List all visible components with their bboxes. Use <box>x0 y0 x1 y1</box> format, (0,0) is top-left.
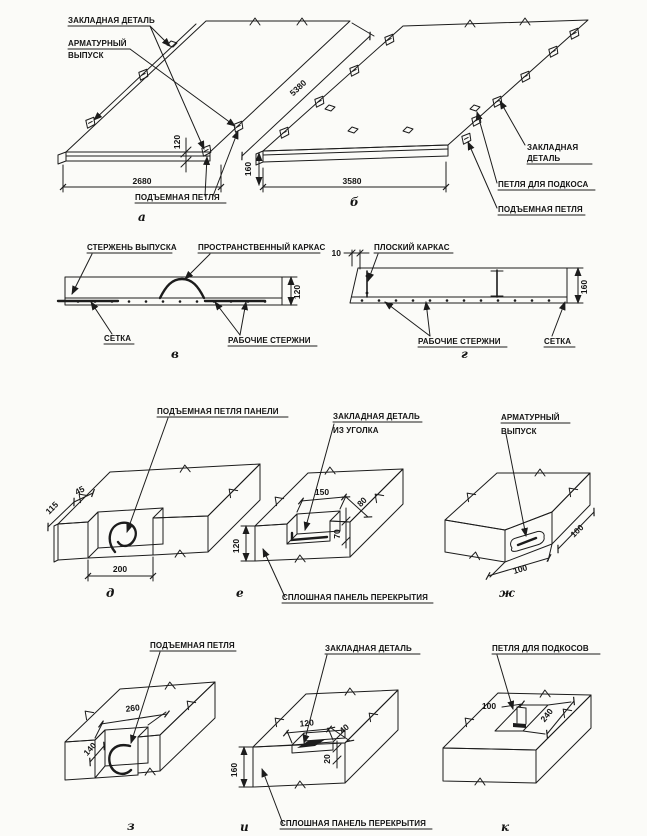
rebar-bar-zh <box>518 538 536 545</box>
label-podyemnaya-petlya-a-text: ПОДЪЕМНАЯ ПЕТЛЯ <box>135 193 220 202</box>
block-k-leader-line <box>497 655 513 709</box>
figure-zh <box>445 413 594 600</box>
label-podyemnaya-petlya-b-text: ПОДЪЕМНАЯ ПЕТЛЯ <box>498 205 583 214</box>
block-e-outline <box>255 467 403 562</box>
dim-260-z <box>95 702 167 738</box>
dim-100-k-text: 100 <box>481 701 497 711</box>
dim-80-e-text: 80 <box>354 495 369 509</box>
dim-70-e <box>332 508 350 548</box>
dim-240-k-text: 240 <box>538 706 555 724</box>
dim-120-i-text: 120 <box>299 717 315 729</box>
label-ploskiy-karkas <box>374 243 453 253</box>
label-armaturny-vypusk-zh-line2: ВЫПУСК <box>501 427 537 436</box>
block-d-leader-line <box>127 418 168 532</box>
dim-160-g-text: 160 <box>579 279 589 295</box>
dim-160-b-text: 160 <box>243 161 253 177</box>
figure-letter-g: г <box>461 347 468 361</box>
block-z-outline <box>65 682 215 780</box>
dim-5380-text: 5380 <box>287 77 309 98</box>
dim-160-i-text: 160 <box>229 762 239 778</box>
section-g-leader-lines <box>368 254 565 336</box>
block-zh-leader-line <box>506 434 526 536</box>
dim-10-g-text: 10 <box>331 248 341 258</box>
label-setka-v-text: СЕТКА <box>104 334 132 343</box>
label-zakladnaya-detal-i <box>325 644 420 654</box>
label-setka-v <box>104 334 134 344</box>
dim-160-i <box>229 747 253 787</box>
label-petlya-dlya-podkosa-text: ПЕТЛЯ ДЛЯ ПОДКОСА <box>498 180 589 189</box>
section-v-outline <box>58 277 282 305</box>
figure-letter-b: б <box>350 195 359 209</box>
dim-160-g <box>567 268 589 303</box>
label-zakladnaya-detal-b <box>527 143 592 164</box>
dim-260-z-text: 260 <box>124 702 141 714</box>
lifting-hook-d <box>110 523 136 552</box>
label-zakladnaya-iz-ugolka <box>333 412 422 435</box>
label-armaturny-vypusk-a-line2: ВЫПУСК <box>68 51 104 60</box>
dim-120-a-text: 120 <box>172 134 182 150</box>
brace-loop-plate-k <box>513 723 526 728</box>
label-rabochie-sterzhni-g-text: РАБОЧИЕ СТЕРЖНИ <box>418 337 501 346</box>
dim-120-v <box>282 277 302 305</box>
label-sterzhen-vypuska <box>87 243 177 253</box>
dim-20-i-text: 20 <box>322 754 332 764</box>
dim-2680-text: 2680 <box>132 176 152 186</box>
block-d-outline <box>54 464 260 562</box>
label-rabochie-sterzhni-g <box>418 337 507 347</box>
dim-40-i-text: 40 <box>337 721 351 736</box>
dim-150-e <box>297 487 346 512</box>
label-armaturny-vypusk-a-line1: АРМАТУРНЫЙ <box>68 39 127 48</box>
label-zakladnaya-detal-i-text: ЗАКЛАДНАЯ ДЕТАЛЬ <box>325 644 412 653</box>
dim-45-d-text: 45 <box>73 483 87 497</box>
label-podyemnaya-petlya-a <box>135 193 226 203</box>
dim-100-bottom-zh-text: 100 <box>511 562 529 576</box>
block-i-outline <box>253 688 398 788</box>
label-sploshnaya-panel-e-text: СПЛОШНАЯ ПАНЕЛЬ ПЕРЕКРЫТИЯ <box>282 593 428 602</box>
label-zakladnaya-detal-b-line1: ЗАКЛАДНАЯ <box>527 143 579 152</box>
dim-160-b <box>243 153 259 185</box>
dim-120-e <box>231 526 255 561</box>
block-k-outline <box>443 690 591 785</box>
figure-letter-i: и <box>240 820 249 834</box>
block-e-leader-line <box>305 424 334 530</box>
dim-240-k <box>523 701 574 734</box>
figure-i <box>229 644 432 834</box>
figure-e <box>231 412 433 603</box>
dim-20-i <box>322 741 341 768</box>
dim-3580-text: 3580 <box>342 176 362 186</box>
dim-120-v-text: 120 <box>292 284 302 300</box>
figure-z <box>65 641 236 833</box>
figure-d <box>43 407 288 600</box>
label-sploshnaya-panel-i-text: СПЛОШНАЯ ПАНЕЛЬ ПЕРЕКРЫТИЯ <box>280 819 426 828</box>
dim-70-e-text: 70 <box>332 529 342 539</box>
label-petlya-dlya-podkosov-text: ПЕТЛЯ ДЛЯ ПОДКОСОВ <box>492 644 589 653</box>
panel-a-leader-lines <box>94 24 238 196</box>
dim-140-z <box>81 740 104 762</box>
label-rabochie-sterzhni-v-text: РАБОЧИЕ СТЕРЖНИ <box>228 336 311 345</box>
label-sploshnaya-panel-i <box>262 769 432 829</box>
label-ploskiy-karkas-text: ПЛОСКИЙ КАРКАС <box>374 243 450 252</box>
dim-140-z-text: 140 <box>81 740 99 758</box>
label-setka-g-text: СЕТКА <box>544 337 572 346</box>
figure-a <box>58 16 374 224</box>
label-sterzhen-vypuska-text: СТЕРЖЕНЬ ВЫПУСКА <box>87 243 177 252</box>
figure-k <box>443 644 600 834</box>
dim-100-slant-zh <box>558 512 594 549</box>
label-armaturny-vypusk-a <box>68 39 130 60</box>
label-zakladnaya-detal-b-line2: ДЕТАЛЬ <box>527 154 561 163</box>
figure-letter-zh: ж <box>499 586 515 600</box>
label-petlya-dlya-podkosov <box>492 644 600 654</box>
dim-115-d-text: 115 <box>43 499 61 517</box>
label-petlya-dlya-podkosa <box>498 180 595 190</box>
dim-200-d <box>88 557 153 581</box>
section-v-leader-lines <box>72 254 246 335</box>
label-armaturny-vypusk-zh <box>501 413 570 436</box>
figure-letter-k: к <box>501 820 510 834</box>
dim-5380 <box>242 23 374 156</box>
figure-letter-d: д <box>106 586 115 600</box>
label-zakladnaya-iz-ugolka-line2: ИЗ УГОЛКА <box>333 426 379 435</box>
section-g-rebar-dots <box>361 299 551 302</box>
label-rabochie-sterzhni-v <box>228 336 317 346</box>
figure-v <box>58 243 325 361</box>
label-setka-g <box>544 337 575 347</box>
lifting-hook-z <box>109 745 131 774</box>
block-zh-outline <box>445 469 590 562</box>
dim-200-d-text: 200 <box>112 564 128 574</box>
label-podyemnaya-petlya-z-text: ПОДЪЕМНАЯ ПЕТЛЯ <box>150 641 235 650</box>
figure-b <box>243 18 595 215</box>
dim-120-e-text: 120 <box>231 538 241 554</box>
dim-10-g <box>332 248 369 269</box>
label-podyemnaya-petlya-paneli-text: ПОДЪЕМНАЯ ПЕТЛЯ ПАНЕЛИ <box>157 407 279 416</box>
figure-letter-e: е <box>236 586 244 600</box>
label-podyemnaya-petlya-z <box>150 641 236 651</box>
dim-150-e-text: 150 <box>314 487 330 497</box>
label-prostranstvenny-karkas-text: ПРОСТРАНСТВЕННЫЙ КАРКАС <box>198 243 326 252</box>
dim-2680 <box>63 165 221 192</box>
label-armaturny-vypusk-zh-line1: АРМАТУРНЫЙ <box>501 413 560 422</box>
figure-letter-a: а <box>138 210 146 224</box>
label-podyemnaya-petlya-b <box>498 205 585 215</box>
label-zakladnaya-iz-ugolka-line1: ЗАКЛАДНАЯ ДЕТАЛЬ <box>333 412 420 421</box>
section-g-outline <box>350 268 567 303</box>
figure-letter-z: з <box>127 819 135 833</box>
figure-g <box>332 243 589 361</box>
dim-3580 <box>263 162 446 192</box>
figure-letter-v: в <box>171 347 179 361</box>
label-zakladnaya-detal-a <box>68 16 155 26</box>
dim-120-a <box>172 135 191 172</box>
label-podyemnaya-petlya-paneli <box>157 407 288 417</box>
label-prostranstvenny-karkas <box>198 243 325 253</box>
dim-100-slant-zh-text: 100 <box>568 522 586 540</box>
label-zakladnaya-detal-a-text: ЗАКЛАДНАЯ ДЕТАЛЬ <box>68 16 155 25</box>
